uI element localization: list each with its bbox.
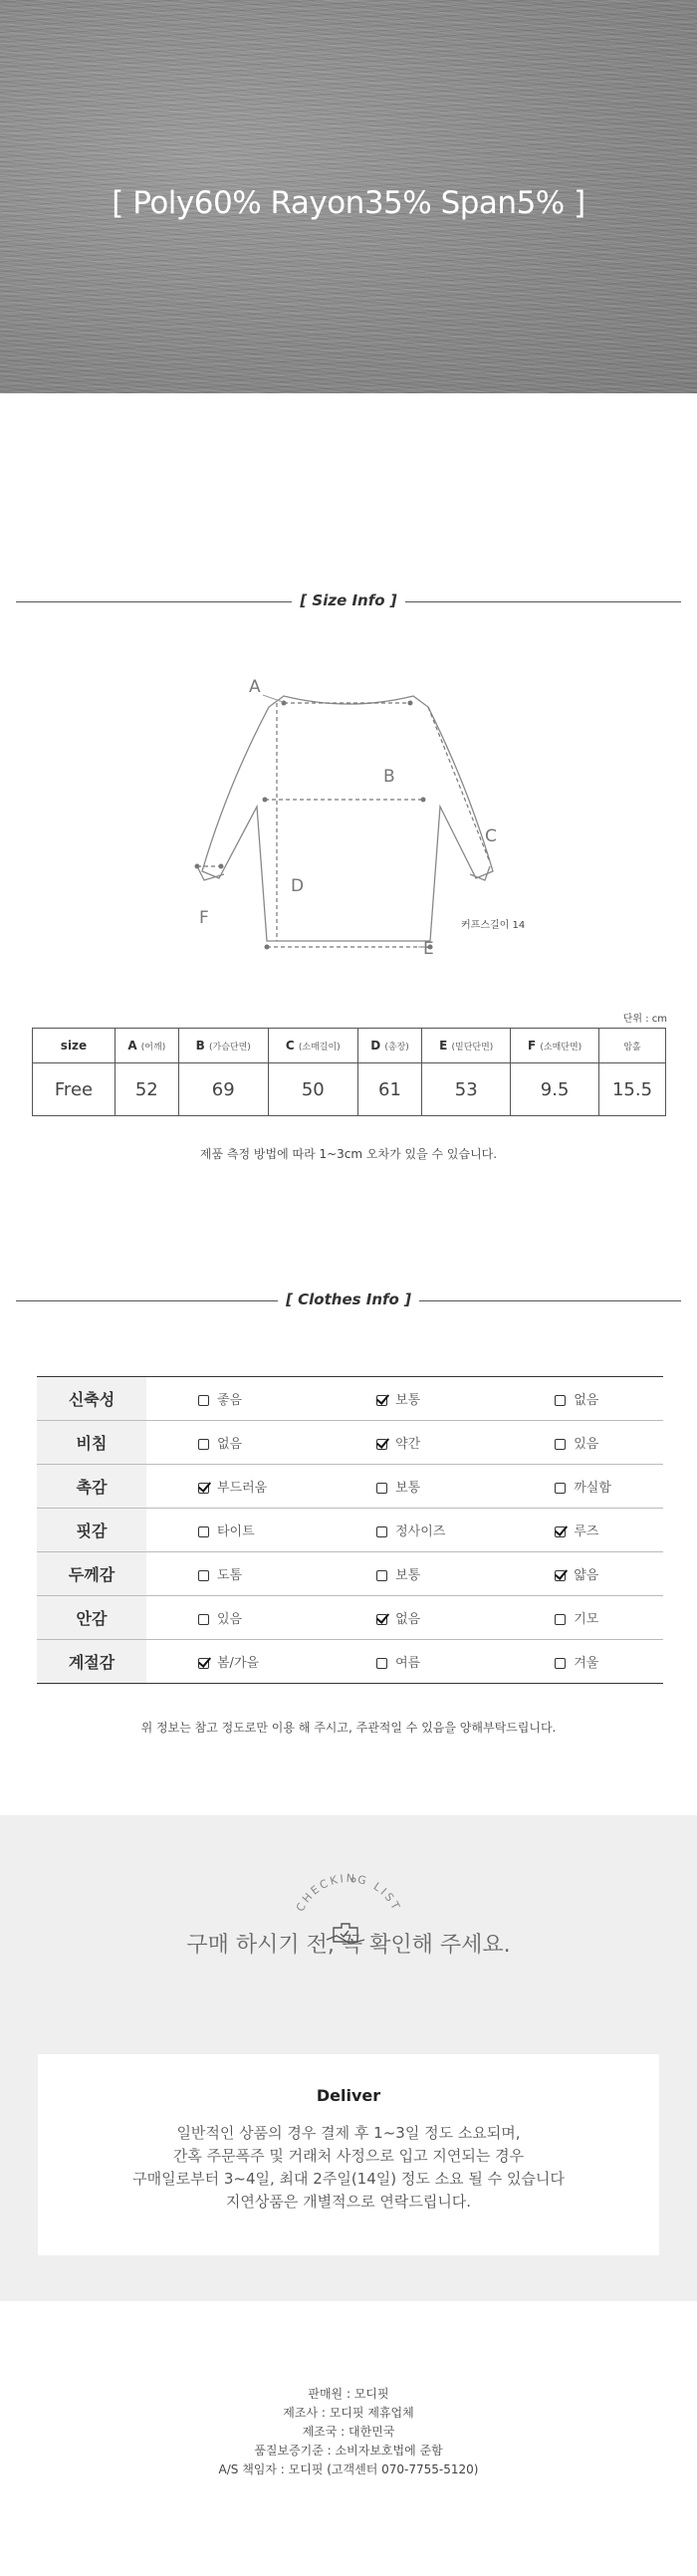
footer-country: 제조국 : 대한민국	[302, 2425, 395, 2439]
option: 없음	[503, 1377, 663, 1421]
fabric-composition: [ Poly60% Rayon35% Span5% ]	[112, 185, 585, 221]
category-label: 비침	[37, 1421, 146, 1465]
cell-d: 61	[357, 1063, 422, 1116]
label-c: C	[485, 826, 497, 846]
option: 루즈	[503, 1509, 663, 1552]
unit-label: 단위 : cm	[622, 1014, 667, 1025]
checkbox-icon	[198, 1570, 209, 1581]
header-f: F (소매단면)	[511, 1029, 599, 1063]
size-table	[32, 1028, 666, 1116]
checkbox-icon	[376, 1570, 387, 1581]
header-a: A (어깨)	[116, 1029, 179, 1063]
option: 있음	[146, 1596, 325, 1640]
footer-seller: 판매원 : 모디핏	[308, 2387, 389, 2401]
checkbox-checked-icon	[198, 1658, 209, 1669]
option: 좋음	[146, 1377, 325, 1421]
checkbox-icon	[376, 1483, 387, 1494]
checkbox-icon	[376, 1526, 387, 1537]
category-label: 촉감	[37, 1465, 146, 1509]
table-row	[37, 1421, 663, 1465]
header-d: D (총장)	[357, 1029, 422, 1063]
clothes-info-table	[37, 1376, 663, 1684]
option: 있음	[503, 1421, 663, 1465]
cuff-length-note: 커프스길이 14	[461, 920, 526, 931]
option: 봄/가을	[146, 1640, 325, 1684]
label-b: B	[383, 767, 395, 787]
option: 타이트	[146, 1509, 325, 1552]
deliver-title: Deliver	[316, 2086, 381, 2105]
checkbox-checked-icon	[555, 1526, 566, 1537]
option: 보통	[325, 1377, 503, 1421]
category-label: 계절감	[37, 1640, 146, 1684]
cell-b: 69	[178, 1063, 268, 1116]
table-row	[37, 1596, 663, 1640]
table-row	[37, 1640, 663, 1684]
deliver-line: 간혹 주문폭주 및 거래처 사정으로 입고 지연되는 경우	[172, 2147, 525, 2165]
size-info-title: [ Size Info ]	[292, 591, 404, 609]
cell-c: 50	[268, 1063, 357, 1116]
checkbox-icon	[198, 1526, 209, 1537]
option: 없음	[146, 1421, 325, 1465]
checkbox-icon	[198, 1395, 209, 1406]
checkbox-checked-icon	[376, 1614, 387, 1625]
option: 약간	[325, 1421, 503, 1465]
header-e: E (밑단단면)	[422, 1029, 511, 1063]
option: 얇음	[503, 1552, 663, 1596]
option: 도톰	[146, 1552, 325, 1596]
label-a: A	[249, 677, 261, 697]
table-row	[37, 1552, 663, 1596]
checkbox-checked-icon	[555, 1570, 566, 1581]
option: 부드러움	[146, 1465, 325, 1509]
checking-heading: 구매 하시기 전, 꼭 확인해 주세요.	[186, 1933, 511, 1958]
checking-list-label: CHECKING LIST	[293, 1871, 404, 1914]
checkbox-icon	[555, 1658, 566, 1669]
option: 보통	[325, 1552, 503, 1596]
option: 없음	[325, 1596, 503, 1640]
size-note: 제품 측정 방법에 따라 1~3cm 오차가 있을 수 있습니다.	[199, 1147, 498, 1161]
option: 까실함	[503, 1465, 663, 1509]
checkbox-icon	[198, 1614, 209, 1625]
table-row	[37, 1377, 663, 1421]
checkbox-icon	[555, 1614, 566, 1625]
label-e: E	[423, 939, 434, 959]
category-label: 두께감	[37, 1552, 146, 1596]
category-label: 핏감	[37, 1509, 146, 1552]
header-armhole: 암홀	[599, 1029, 666, 1063]
checkbox-icon	[555, 1395, 566, 1406]
cell-e: 53	[422, 1063, 511, 1116]
cell-f: 9.5	[511, 1063, 599, 1116]
table-row	[33, 1063, 666, 1116]
option: 정사이즈	[325, 1509, 503, 1552]
deliver-line: 구매일로부터 3~4일, 최대 2주일(14일) 정도 소요 될 수 있습니다	[132, 2170, 565, 2188]
checkbox-checked-icon	[376, 1395, 387, 1406]
checkbox-icon	[198, 1439, 209, 1450]
size-info-header	[16, 591, 681, 611]
header-c: C (소매길이)	[268, 1029, 357, 1063]
option: 겨울	[503, 1640, 663, 1684]
deliver-line: 지연상품은 개별적으로 연락드립니다.	[225, 2193, 472, 2211]
clothes-info-header	[16, 1290, 681, 1310]
sweater-outline-drawing	[0, 667, 697, 976]
label-f: F	[199, 908, 209, 928]
header-b: B (가슴단면)	[178, 1029, 268, 1063]
size-table-header	[33, 1029, 666, 1063]
label-d: D	[291, 876, 305, 896]
category-label: 신축성	[37, 1377, 146, 1421]
footer-warranty: 품질보증기준 : 소비자보호법에 준함	[254, 2444, 443, 2458]
table-row	[37, 1465, 663, 1509]
checkbox-icon	[376, 1658, 387, 1669]
size-diagram	[0, 667, 697, 976]
checkbox-icon	[555, 1483, 566, 1494]
option: 보통	[325, 1465, 503, 1509]
checkbox-checked-icon	[198, 1483, 209, 1494]
checkbox-icon	[555, 1439, 566, 1450]
header-size: size	[33, 1029, 116, 1063]
option: 기모	[503, 1596, 663, 1640]
cell-a: 52	[116, 1063, 179, 1116]
cell-size: Free	[33, 1063, 116, 1116]
clothes-note: 위 정보는 참고 정도로만 이용 해 주시고, 주관적일 수 있음을 양해부탁드립니다.	[140, 1721, 557, 1735]
checkbox-checked-icon	[376, 1439, 387, 1450]
svg-text:CHECKING LIST	[294, 1872, 403, 1914]
footer-manufacturer: 제조사 : 모디핏 제휴업체	[283, 2406, 414, 2420]
cell-armhole: 15.5	[599, 1063, 666, 1116]
table-row	[37, 1509, 663, 1552]
clothes-info-title: [ Clothes Info ]	[278, 1290, 419, 1308]
category-label: 안감	[37, 1596, 146, 1640]
footer-as-contact: A/S 책임자 : 모디핏 (고객센터 070-7755-5120)	[218, 2462, 479, 2476]
deliver-line: 일반적인 상품의 경우 결제 후 1~3일 정도 소요되며,	[176, 2124, 521, 2142]
option: 여름	[325, 1640, 503, 1684]
